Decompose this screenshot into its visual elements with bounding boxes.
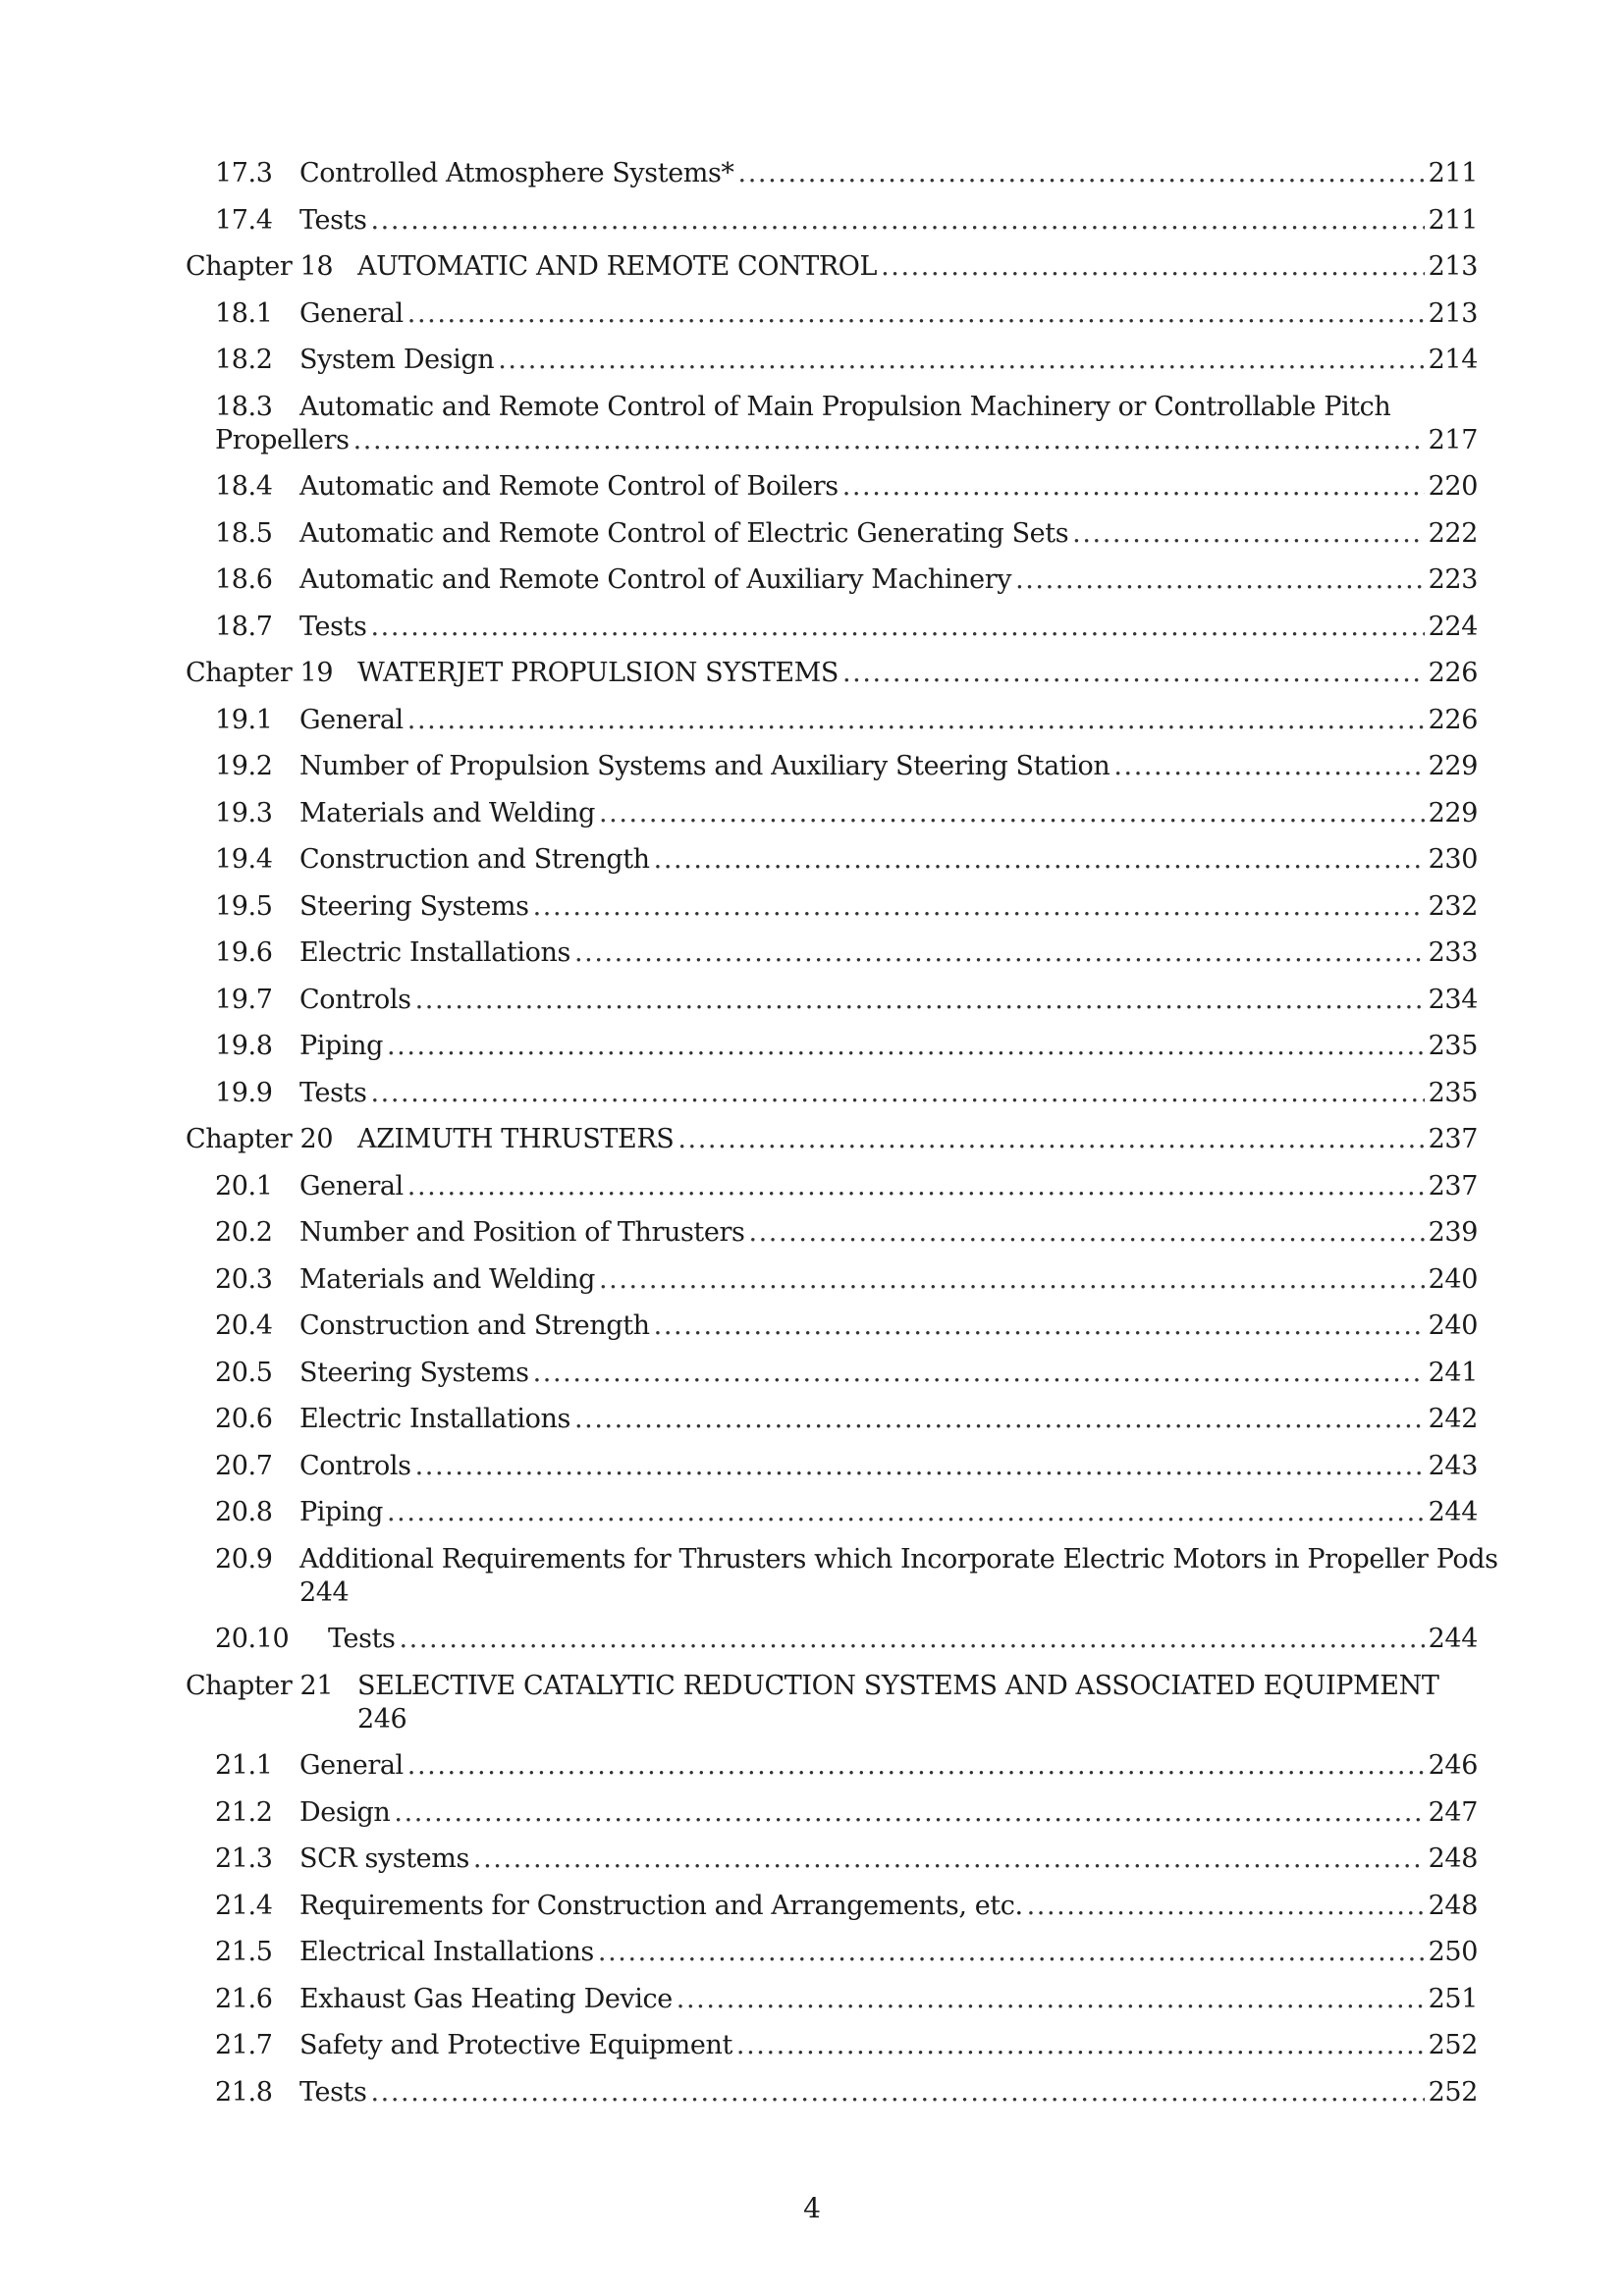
dot-leader bbox=[473, 1842, 1425, 1876]
section-number: 18.5 bbox=[215, 517, 273, 549]
toc-title-line bbox=[299, 611, 1478, 644]
toc-title: AZIMUTH THRUSTERS bbox=[357, 1124, 675, 1154]
dot-leader bbox=[407, 1749, 1425, 1783]
section-number: 19.9 bbox=[215, 1077, 273, 1108]
toc-page-number: 252 bbox=[1428, 2076, 1478, 2108]
section-number: 18.3 bbox=[215, 391, 273, 422]
toc-page-number: 214 bbox=[1428, 345, 1478, 375]
toc-title-line bbox=[299, 1936, 1478, 1969]
dot-leader bbox=[407, 1170, 1425, 1203]
toc-title-line bbox=[299, 704, 1478, 737]
toc-title: Controlled Atmosphere Systems* bbox=[299, 158, 734, 188]
toc-page-number: 239 bbox=[1428, 1217, 1478, 1248]
toc-title-line bbox=[299, 297, 1478, 331]
dot-leader bbox=[677, 1123, 1424, 1156]
toc-title: Tests bbox=[299, 611, 367, 642]
toc-title: Automatic and Remote Control of Main Propulsion Machinery or Controllable Pitch bbox=[299, 391, 1391, 422]
toc-title: Electric Installations bbox=[299, 1404, 570, 1434]
toc-page-number: 251 bbox=[1428, 1983, 1478, 2014]
toc-title-line bbox=[299, 1450, 1478, 1483]
section-number: 20.10 bbox=[215, 1624, 290, 1654]
toc-page-number: 244 bbox=[1428, 1497, 1478, 1527]
toc-title-line bbox=[299, 750, 1478, 783]
toc-title: Controls bbox=[299, 1450, 411, 1481]
section-number: 20.9 bbox=[215, 1543, 273, 1575]
toc-page-number: 252 bbox=[1428, 2030, 1478, 2060]
toc-title-line bbox=[299, 843, 1478, 877]
toc-title: SELECTIVE CATALYTIC REDUCTION SYSTEMS AND ASSOCIATED EQUIPMENT bbox=[357, 1670, 1439, 1701]
dot-leader bbox=[533, 1357, 1425, 1390]
toc-page-number: 235 bbox=[1428, 1077, 1478, 1108]
toc-page-number: 246 bbox=[1428, 1750, 1478, 1781]
dot-leader bbox=[599, 1263, 1425, 1297]
toc-title: General bbox=[299, 704, 404, 735]
toc-page-number: 246 bbox=[357, 1703, 407, 1735]
chapter-number: Chapter 19 bbox=[186, 658, 334, 688]
toc-title-line bbox=[299, 517, 1478, 551]
toc-page-number: 233 bbox=[1428, 937, 1478, 968]
dot-leader bbox=[370, 1077, 1424, 1110]
section-number: 21.4 bbox=[215, 1890, 273, 1921]
toc-title: Tests bbox=[299, 2076, 367, 2108]
toc-page-number: 240 bbox=[1428, 1263, 1478, 1295]
toc-title-line bbox=[299, 1170, 1478, 1203]
dot-leader bbox=[881, 250, 1425, 284]
toc-title-line bbox=[299, 563, 1478, 597]
toc-title-line bbox=[299, 1983, 1478, 2016]
section-number: 19.1 bbox=[215, 704, 273, 735]
section-number: 19.4 bbox=[215, 844, 273, 875]
toc-title: Construction and Strength bbox=[299, 1310, 650, 1341]
toc-page-number: 230 bbox=[1428, 844, 1478, 875]
toc-title: General bbox=[299, 1750, 404, 1781]
toc-title: Piping bbox=[299, 1031, 383, 1061]
toc-title-line bbox=[299, 797, 1478, 830]
dot-leader bbox=[748, 1216, 1424, 1250]
toc-title: Tests bbox=[299, 204, 367, 236]
section-number: 21.7 bbox=[215, 2030, 273, 2060]
chapter-number: Chapter 20 bbox=[186, 1124, 334, 1154]
toc-title-line bbox=[357, 1123, 1478, 1156]
toc-title: Additional Requirements for Thrusters which Incorporate Electric Motors in Propeller Pods bbox=[299, 1543, 1498, 1575]
toc-page-number: 237 bbox=[1428, 1170, 1478, 1201]
dot-leader bbox=[407, 704, 1425, 737]
toc-page-number: 241 bbox=[1428, 1357, 1478, 1388]
toc-title-line bbox=[299, 344, 1478, 377]
section-number: 21.6 bbox=[215, 1983, 273, 2014]
toc-title: Number of Propulsion Systems and Auxiliary Steering Station bbox=[299, 751, 1110, 781]
section-number: 19.8 bbox=[215, 1031, 273, 1061]
toc-title-line bbox=[328, 1623, 1478, 1656]
toc-title-line bbox=[299, 1796, 1478, 1830]
dot-leader bbox=[387, 1496, 1425, 1529]
dot-leader bbox=[498, 344, 1424, 377]
section-number: 17.4 bbox=[215, 204, 273, 236]
toc-title-line bbox=[299, 1030, 1478, 1063]
toc-page-number: 224 bbox=[1428, 611, 1478, 642]
dot-leader bbox=[574, 1403, 1425, 1436]
toc-page-number: 248 bbox=[1428, 1843, 1478, 1874]
dot-leader bbox=[394, 1796, 1424, 1830]
toc-page-number: 234 bbox=[1428, 984, 1478, 1015]
toc-title-line bbox=[357, 250, 1478, 284]
section-number: 21.1 bbox=[215, 1750, 273, 1781]
toc-title-line bbox=[299, 157, 1478, 190]
toc-page-number: 213 bbox=[1428, 297, 1478, 329]
section-number: 19.6 bbox=[215, 937, 273, 968]
section-number: 18.1 bbox=[215, 297, 273, 329]
toc-page-number: 240 bbox=[1428, 1310, 1478, 1341]
section-number: 20.4 bbox=[215, 1310, 273, 1341]
dot-leader bbox=[842, 470, 1425, 504]
section-number: 20.5 bbox=[215, 1357, 273, 1388]
chapter-number: Chapter 18 bbox=[186, 251, 334, 282]
toc-title: Materials and Welding bbox=[299, 1263, 595, 1295]
dot-leader bbox=[370, 2076, 1424, 2109]
toc-title-line bbox=[299, 1496, 1478, 1529]
toc-page-number: 220 bbox=[1428, 471, 1478, 502]
page-number: 4 bbox=[803, 2192, 821, 2224]
dot-leader bbox=[574, 936, 1425, 970]
section-number: 21.5 bbox=[215, 1937, 273, 1967]
section-number: 18.2 bbox=[215, 345, 273, 375]
toc-page-number: 223 bbox=[1428, 564, 1478, 595]
toc-title-line bbox=[299, 1263, 1478, 1297]
section-number: 19.7 bbox=[215, 984, 273, 1015]
toc-title: Steering Systems bbox=[299, 1357, 529, 1388]
dot-leader bbox=[353, 424, 1425, 457]
toc-page-number: 213 bbox=[1428, 251, 1478, 282]
dot-leader bbox=[1072, 517, 1424, 551]
toc-title: Steering Systems bbox=[299, 890, 529, 922]
section-number: 20.8 bbox=[215, 1497, 273, 1527]
dot-leader bbox=[370, 611, 1424, 644]
dot-leader bbox=[407, 297, 1425, 331]
dot-leader bbox=[598, 1936, 1425, 1969]
dot-leader bbox=[654, 843, 1425, 877]
section-number: 21.8 bbox=[215, 2076, 273, 2108]
toc-title-line bbox=[299, 2029, 1478, 2062]
toc-title-line bbox=[215, 424, 1478, 457]
toc-title: General bbox=[299, 1170, 404, 1201]
dot-leader bbox=[1015, 563, 1425, 597]
toc-page-number: 235 bbox=[1428, 1031, 1478, 1061]
dot-leader bbox=[415, 984, 1425, 1017]
dot-leader bbox=[654, 1309, 1425, 1343]
dot-leader bbox=[1113, 750, 1424, 783]
toc-title-line bbox=[299, 1749, 1478, 1783]
toc-title: Automatic and Remote Control of Auxiliary Machinery bbox=[299, 564, 1012, 595]
toc-title: Design bbox=[299, 1796, 391, 1828]
toc-title: Materials and Welding bbox=[299, 797, 595, 828]
section-number: 18.6 bbox=[215, 564, 273, 595]
toc-page-number: 211 bbox=[1428, 158, 1478, 188]
toc-page-number: 247 bbox=[1428, 1796, 1478, 1828]
chapter-number: Chapter 21 bbox=[186, 1670, 334, 1701]
section-number: 19.2 bbox=[215, 751, 273, 781]
dot-leader bbox=[677, 1983, 1425, 2016]
toc-page-number: 244 bbox=[299, 1576, 350, 1608]
section-number: 17.3 bbox=[215, 158, 273, 188]
dot-leader bbox=[533, 890, 1425, 924]
toc-page-number: 244 bbox=[1428, 1624, 1478, 1654]
toc-title-line bbox=[299, 936, 1478, 970]
toc-title: Automatic and Remote Control of Electric Generating Sets bbox=[299, 517, 1069, 549]
section-number: 20.3 bbox=[215, 1263, 273, 1295]
toc-title-line bbox=[299, 1890, 1478, 1923]
toc-page-number: 237 bbox=[1428, 1124, 1478, 1154]
toc-title: SCR systems bbox=[299, 1843, 469, 1874]
toc-title: Propellers bbox=[215, 424, 350, 455]
toc-title: Electric Installations bbox=[299, 937, 570, 968]
section-number: 21.3 bbox=[215, 1843, 273, 1874]
toc-title-line bbox=[299, 2076, 1478, 2109]
section-number: 20.2 bbox=[215, 1217, 273, 1248]
toc-title: Piping bbox=[299, 1497, 383, 1527]
toc-title-line bbox=[299, 470, 1478, 504]
toc-title: Tests bbox=[328, 1624, 396, 1654]
toc-title: Construction and Strength bbox=[299, 844, 650, 875]
toc-title-line bbox=[299, 1077, 1478, 1110]
dot-leader bbox=[599, 797, 1425, 830]
toc-title: Exhaust Gas Heating Device bbox=[299, 1983, 673, 2014]
toc-title-line bbox=[299, 1357, 1478, 1390]
dot-leader bbox=[399, 1623, 1424, 1656]
section-number: 20.7 bbox=[215, 1450, 273, 1481]
dot-leader bbox=[1027, 1890, 1425, 1923]
dot-leader bbox=[370, 204, 1424, 238]
toc-title-line bbox=[299, 890, 1478, 924]
section-number: 20.6 bbox=[215, 1404, 273, 1434]
toc-title: Automatic and Remote Control of Boilers bbox=[299, 471, 839, 502]
toc-page-number: 250 bbox=[1428, 1937, 1478, 1967]
dot-leader bbox=[736, 2029, 1425, 2062]
toc-page-number: 226 bbox=[1428, 704, 1478, 735]
toc-page-number: 243 bbox=[1428, 1450, 1478, 1481]
dot-leader bbox=[415, 1450, 1425, 1483]
toc-page-number: 248 bbox=[1428, 1890, 1478, 1921]
toc-title-line bbox=[299, 1403, 1478, 1436]
toc-title: Safety and Protective Equipment bbox=[299, 2030, 732, 2060]
toc-title-line bbox=[299, 984, 1478, 1017]
toc-title: Electrical Installations bbox=[299, 1937, 594, 1967]
toc-title-line bbox=[299, 1309, 1478, 1343]
toc-title: General bbox=[299, 297, 404, 329]
toc-title: AUTOMATIC AND REMOTE CONTROL bbox=[357, 251, 878, 282]
dot-leader bbox=[387, 1030, 1425, 1063]
toc-title: System Design bbox=[299, 345, 495, 375]
toc-title: WATERJET PROPULSION SYSTEMS bbox=[357, 658, 839, 688]
toc-title: Number and Position of Thrusters bbox=[299, 1217, 745, 1248]
toc-title: Controls bbox=[299, 984, 411, 1015]
dot-leader bbox=[738, 157, 1425, 190]
section-number: 19.5 bbox=[215, 890, 273, 922]
toc-title: Tests bbox=[299, 1077, 367, 1108]
section-number: 18.4 bbox=[215, 471, 273, 502]
toc-page-number: 232 bbox=[1428, 890, 1478, 922]
toc-page-number: 217 bbox=[1428, 424, 1478, 455]
toc-page-number: 211 bbox=[1428, 204, 1478, 236]
section-number: 21.2 bbox=[215, 1796, 273, 1828]
toc-page-number: 242 bbox=[1428, 1404, 1478, 1434]
toc-title-line bbox=[299, 1842, 1478, 1876]
toc-title: Requirements for Construction and Arrangements, etc. bbox=[299, 1890, 1023, 1921]
toc-title-line bbox=[299, 1216, 1478, 1250]
toc-page-number: 229 bbox=[1428, 797, 1478, 828]
toc-page-number: 222 bbox=[1428, 517, 1478, 549]
dot-leader bbox=[842, 657, 1425, 690]
toc-title-line bbox=[299, 204, 1478, 238]
section-number: 19.3 bbox=[215, 797, 273, 828]
toc-title-line bbox=[357, 657, 1478, 690]
section-number: 20.1 bbox=[215, 1170, 273, 1201]
section-number: 18.7 bbox=[215, 611, 273, 642]
toc-page-number: 226 bbox=[1428, 658, 1478, 688]
toc-page-number: 229 bbox=[1428, 751, 1478, 781]
